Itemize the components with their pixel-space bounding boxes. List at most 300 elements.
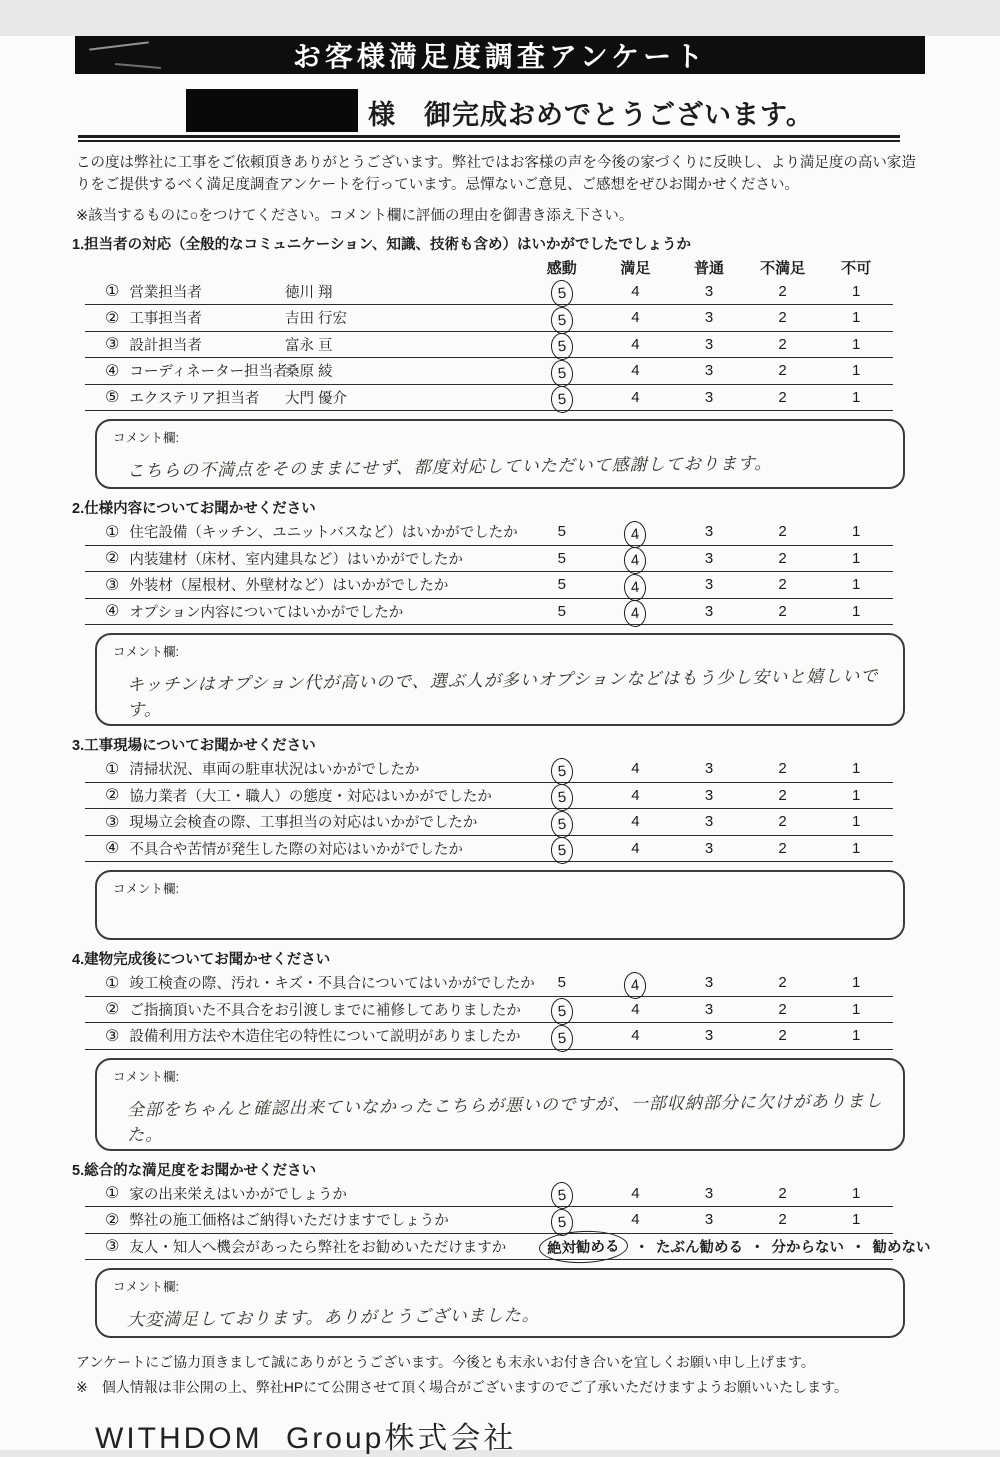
- rating-cell: [672, 1185, 746, 1202]
- question: [85, 838, 525, 859]
- title-bar: [75, 36, 925, 74]
- rating-selected-circle: 5: [550, 836, 574, 865]
- greeting-text: 様 御完成おめでとうございます。: [368, 100, 814, 130]
- question: [85, 360, 525, 381]
- rating-cell: [672, 787, 746, 804]
- rating-cell: [599, 787, 673, 804]
- rating-cell: [599, 972, 673, 994]
- footer-thanks: アンケートにご協力頂きまして誠にありがとうございます。今後とも末永いお付き合いを宜しくお願い申し上げます。: [76, 1354, 815, 1370]
- rating-value: 3: [704, 1184, 714, 1202]
- rating-value: 2: [778, 1027, 787, 1045]
- staff-name: 大門 優介: [285, 390, 348, 407]
- survey-section-5: [0, 1162, 1000, 1339]
- rating-cell: [819, 840, 893, 857]
- rating-value: 3: [704, 362, 714, 380]
- greeting-underline: [78, 135, 900, 142]
- question: [85, 574, 525, 595]
- rating-cell: [746, 760, 820, 777]
- survey-row: [85, 332, 893, 359]
- handwritten-comment: キッチンはオプション代が高いので、選ぶ人が多いオプションなどはもう少し安いと嬉しいです。: [126, 666, 879, 721]
- rating-cell: [672, 603, 746, 620]
- rating-cell: [672, 523, 746, 540]
- staff-name: 吉田 行宏: [285, 311, 348, 328]
- rating-value: 1: [852, 1000, 861, 1018]
- rating-cell: [599, 600, 673, 622]
- question: [85, 548, 525, 569]
- rating-value: 2: [778, 786, 787, 804]
- company-name: WITHDOM Group株式会社: [95, 1422, 517, 1455]
- rating-cell: [599, 336, 673, 353]
- rating-scale-header: [85, 257, 893, 279]
- scale-label: 不可: [841, 260, 872, 277]
- survey-row: [85, 1181, 893, 1208]
- section-heading: 3.工事現場についてお聞かせください: [72, 738, 316, 754]
- rating-value: 5: [557, 523, 566, 541]
- rating-cell: [746, 336, 820, 353]
- question-label: 清掃状況、車両の駐車状況はいかがでしたか: [129, 762, 420, 779]
- rating-cell: [746, 523, 820, 540]
- rating-value: 2: [778, 362, 787, 380]
- rating-selected-circle: 5: [550, 332, 574, 361]
- rating-value: 5: [557, 974, 566, 992]
- question-label: 営業担当者: [129, 284, 202, 301]
- rating-value: 1: [852, 335, 861, 353]
- staff-name: 富永 亘: [285, 337, 333, 354]
- survey-row: [85, 546, 893, 573]
- rating-value: 2: [778, 839, 787, 857]
- rating-cell: [672, 389, 746, 406]
- rating-value: 2: [778, 388, 787, 406]
- rating-value: 2: [778, 974, 787, 992]
- scale-label: 普通: [693, 260, 724, 277]
- rating-value: 3: [704, 602, 714, 620]
- rating-cell: [599, 1185, 673, 1202]
- rating-cell: [599, 1211, 673, 1228]
- survey-row: [85, 519, 893, 546]
- option: たぶん勧める: [656, 1239, 743, 1256]
- rating-cell: [746, 1001, 820, 1018]
- rating-value: 1: [852, 974, 861, 992]
- page-title: お客様満足度調査アンケート: [292, 41, 708, 72]
- rating-cell: [672, 550, 746, 567]
- rating-cell: [746, 1027, 820, 1044]
- scale-label: 感動: [546, 260, 577, 277]
- rating-selected-circle: 5: [550, 359, 574, 388]
- rating-value: 3: [704, 1211, 714, 1229]
- survey-section-4: [0, 951, 1000, 1151]
- rating-value: 1: [852, 549, 861, 567]
- greeting-row: [78, 89, 900, 132]
- rating-value: 1: [852, 1027, 861, 1045]
- survey-row: [85, 970, 893, 997]
- rating-value: 1: [852, 1184, 861, 1202]
- rating-cell: [819, 1027, 893, 1044]
- rating-value: 2: [778, 602, 787, 620]
- question: [85, 758, 525, 779]
- rating-cell: [746, 840, 820, 857]
- rating-cell: [746, 813, 820, 830]
- rating-cell: [819, 550, 893, 567]
- rating-selected-circle: 5: [550, 306, 574, 335]
- rating-value: 2: [778, 335, 787, 353]
- survey-row: [85, 809, 893, 836]
- survey-section-2: [0, 500, 1000, 726]
- question-label: オプション内容についてはいかがでしたか: [129, 604, 404, 621]
- rating-value: 1: [852, 839, 861, 857]
- row-number: ⑤: [105, 389, 120, 407]
- rating-value: 5: [557, 602, 566, 620]
- rating-value: 1: [852, 1211, 861, 1229]
- survey-sections: [0, 236, 1000, 1339]
- scale-label: 満足: [620, 260, 651, 277]
- rating-value: 3: [704, 335, 714, 353]
- rating-cell: [525, 360, 599, 382]
- rating-cell: [819, 787, 893, 804]
- rating-cell: [599, 760, 673, 777]
- row-number: ③: [105, 1238, 120, 1256]
- rating-value: 3: [704, 813, 714, 831]
- rating-cell: [746, 1185, 820, 1202]
- rating-cell: [746, 362, 820, 379]
- rating-cell: [672, 576, 746, 593]
- rating-value: 2: [778, 1000, 787, 1018]
- survey-row: [85, 836, 893, 863]
- rating-value: 4: [631, 1027, 640, 1045]
- question-label: 設計担当者: [129, 337, 202, 354]
- row-number: ①: [105, 1185, 120, 1203]
- rating-selected-circle: 4: [623, 573, 647, 602]
- rating-value: 3: [704, 523, 714, 541]
- question-label: 弊社の施工価格はご納得いただけますでしょうか: [129, 1213, 449, 1230]
- rating-cell: [525, 758, 599, 780]
- question: [85, 972, 535, 993]
- staff-name: 桑原 綾: [285, 364, 333, 381]
- rating-value: 4: [631, 760, 640, 778]
- staff-name: 徳川 翔: [285, 284, 333, 301]
- question-label: 家の出来栄えはいかがでしょうか: [129, 1186, 347, 1203]
- rating-cell: [525, 784, 599, 806]
- rating-cell: [599, 283, 673, 300]
- handwritten-comment: こちらの不満点をそのままにせず、都度対応していただいて感謝しております。: [126, 453, 773, 482]
- rating-value: 2: [778, 282, 787, 300]
- rating-selected-circle: 4: [623, 971, 647, 1000]
- question: [85, 521, 525, 542]
- rating-cell: [746, 974, 820, 991]
- rating-cell: [746, 1211, 820, 1228]
- rating-cell: [525, 523, 599, 540]
- survey-row: [85, 279, 893, 306]
- rating-value: 4: [631, 309, 640, 327]
- rating-value: 2: [778, 760, 787, 778]
- rating-cell: [672, 1001, 746, 1018]
- rating-cell: [525, 603, 599, 620]
- rating-cell: [525, 550, 599, 567]
- rating-value: 1: [852, 813, 861, 831]
- rating-cell: [746, 787, 820, 804]
- rating-value: 2: [778, 309, 787, 327]
- rating-cell: [599, 1001, 673, 1018]
- handwritten-comment: 全部をちゃんと確認出来ていなかったこちらが悪いのですが、一部収納部分に欠けがありました。: [126, 1090, 883, 1146]
- row-number: ②: [105, 1211, 120, 1229]
- rating-cell: [599, 574, 673, 596]
- rating-cell: [672, 840, 746, 857]
- row-number: ③: [105, 813, 120, 831]
- rating-selected-circle: 5: [550, 757, 574, 786]
- comment-box: [95, 1268, 905, 1338]
- comment-box: [95, 1058, 905, 1151]
- rating-cell: [746, 309, 820, 326]
- rating-cell: [819, 523, 893, 540]
- option: 勧めない: [872, 1239, 931, 1256]
- rating-selected-circle: 4: [623, 599, 647, 628]
- rating-selected-circle: 4: [623, 520, 647, 549]
- question-label: 内装建材（床材、室内建具など）はいかがでしたか: [129, 551, 463, 568]
- rating-value: 4: [631, 388, 640, 406]
- rating-value: 1: [852, 523, 861, 541]
- rating-cell: [819, 576, 893, 593]
- rating-cell: [599, 1027, 673, 1044]
- option-separator: ・: [851, 1239, 866, 1256]
- rating-selected-circle: 5: [550, 783, 574, 812]
- survey-section-1: [0, 236, 1000, 490]
- question-label: 竣工検査の際、汚れ・キズ・不具合についてはいかがでしたか: [129, 976, 535, 993]
- row-number: ②: [105, 1001, 120, 1019]
- comment-box: [95, 870, 905, 940]
- rating-cell: [819, 389, 893, 406]
- question: [85, 601, 525, 622]
- comment-label: コメント欄:: [113, 431, 179, 445]
- rating-value: 2: [778, 549, 787, 567]
- rating-cell: [819, 1001, 893, 1018]
- rating-value: 3: [704, 1000, 714, 1018]
- rating-value: 4: [631, 786, 640, 804]
- rating-cell: [525, 837, 599, 859]
- rating-cell: [746, 550, 820, 567]
- rating-selected-circle: 5: [550, 810, 574, 839]
- rating-value: 3: [704, 974, 714, 992]
- rating-cell: [819, 813, 893, 830]
- rating-value: 3: [704, 786, 714, 804]
- scale-label: 不満足: [760, 260, 806, 277]
- survey-row: [85, 1207, 893, 1234]
- row-number: ④: [105, 362, 120, 380]
- rating-cell: [672, 760, 746, 777]
- rating-cell: [525, 333, 599, 355]
- rating-cell: [599, 840, 673, 857]
- rating-value: 4: [631, 813, 640, 831]
- rating-value: 3: [704, 388, 714, 406]
- option-selected: 絶対勧める: [538, 1230, 628, 1265]
- row-number: ①: [105, 974, 120, 992]
- question: [85, 334, 525, 355]
- row-number: ③: [105, 576, 120, 594]
- rating-value: 4: [631, 1184, 640, 1202]
- rating-value: 4: [631, 335, 640, 353]
- rating-cell: [819, 974, 893, 991]
- question-label: ご指摘頂いた不具合をお引渡しまでに補修してありましたか: [129, 1002, 521, 1019]
- rating-value: 5: [557, 549, 566, 567]
- rating-value: 2: [778, 1184, 787, 1202]
- rating-value: 3: [704, 309, 714, 327]
- row-number: ①: [105, 283, 120, 301]
- rating-cell: [672, 336, 746, 353]
- question-label: 協力業者（大工・職人）の態度・対応はいかがでしたか: [129, 788, 492, 805]
- option-separator: ・: [750, 1239, 765, 1256]
- rating-value: 2: [778, 1211, 787, 1229]
- rating-cell: [746, 576, 820, 593]
- rating-selected-circle: 5: [550, 385, 574, 414]
- rating-value: 4: [631, 839, 640, 857]
- rating-cell: [672, 974, 746, 991]
- question-label: コーディネーター担当者: [129, 364, 288, 381]
- rating-cell: [746, 283, 820, 300]
- comment-label: コメント欄:: [113, 1280, 179, 1294]
- rating-value: 1: [852, 282, 861, 300]
- survey-row: [85, 599, 893, 626]
- rating-cell: [525, 974, 599, 991]
- question-label: 外装材（屋根材、外壁材など）はいかがでしたか: [129, 578, 449, 595]
- section-heading: 1.担当者の対応（全般的なコミュニケーション、知識、技術も含め）はいかがでしたでしょうか: [72, 236, 692, 253]
- rating-cell: [599, 309, 673, 326]
- survey-row: [85, 305, 893, 332]
- question: [85, 387, 525, 408]
- row-number: ①: [105, 523, 120, 541]
- intro-text: この度は弊社に工事をご依頼頂きありがとうございます。弊社ではお客様の声を今後の家づくりに反映し、より満足度の高い家造りをご提供するべく満足度調査アンケートを行っています。忌憚ないご意見、ご感想をぜひお聞かせください。: [76, 155, 916, 193]
- rating-cell: [525, 998, 599, 1020]
- rating-value: 3: [704, 839, 714, 857]
- rating-value: 2: [778, 576, 787, 594]
- question: [85, 1236, 525, 1257]
- row-number: ①: [105, 760, 120, 778]
- question: [85, 999, 525, 1020]
- rating-cell: [672, 309, 746, 326]
- survey-section-3: [0, 737, 1000, 940]
- rating-value: 1: [852, 576, 861, 594]
- rating-value: 2: [778, 523, 787, 541]
- option: 分からない: [771, 1239, 844, 1256]
- rating-cell: [525, 1209, 599, 1231]
- rating-cell: [672, 283, 746, 300]
- rating-cell: [525, 280, 599, 302]
- rating-cell: [672, 813, 746, 830]
- rating-cell: [819, 1211, 893, 1228]
- rating-cell: [599, 362, 673, 379]
- rating-value: 1: [852, 362, 861, 380]
- question: [85, 1183, 525, 1204]
- section-heading: 5.総合的な満足度をお聞かせください: [72, 1162, 317, 1179]
- question: [85, 811, 525, 832]
- rating-cell: [819, 760, 893, 777]
- rating-cell: [599, 813, 673, 830]
- row-number: ②: [105, 550, 120, 568]
- rating-value: 3: [704, 576, 714, 594]
- rating-selected-circle: 4: [623, 546, 647, 575]
- rating-value: 1: [852, 760, 861, 778]
- rating-cell: [599, 547, 673, 569]
- rating-cell: [819, 603, 893, 620]
- rating-cell: [746, 389, 820, 406]
- footer-privacy-note: ※ 個人情報は非公開の上、弊社HPにて公開させて頂く場合がございますのでご了承いただけますようお願いいたします。: [76, 1379, 849, 1395]
- section-heading: 2.仕様内容についてお聞かせください: [72, 501, 316, 517]
- question-label: 設備利用方法や木造住宅の特性について説明がありましたか: [129, 1029, 521, 1046]
- rating-cell: [525, 386, 599, 408]
- comment-label: コメント欄:: [113, 1069, 179, 1084]
- question-label: 住宅設備（キッチン、ユニットバスなど）はいかがでしたか: [129, 525, 518, 542]
- rating-selected-circle: 5: [550, 1024, 574, 1053]
- redacted-customer-name: [186, 89, 358, 132]
- survey-row: [85, 756, 893, 783]
- rating-cell: [525, 576, 599, 593]
- rating-cell: [672, 362, 746, 379]
- row-number: ③: [105, 336, 120, 354]
- rating-value: 2: [778, 813, 787, 831]
- option-separator: ・: [634, 1239, 649, 1256]
- survey-page: [0, 36, 1000, 1455]
- rating-value: 1: [852, 388, 861, 406]
- comment-box: [95, 419, 905, 489]
- section-heading: 4.建物完成後についてお聞かせください: [72, 952, 331, 968]
- rating-cell: [525, 1025, 599, 1047]
- rating-value: 3: [704, 760, 714, 778]
- survey-row: [85, 1023, 893, 1050]
- options-cell: [525, 1235, 931, 1257]
- rating-cell: [819, 283, 893, 300]
- handwritten-comment: 大変満足しております。ありがとうございました。: [126, 1305, 540, 1331]
- survey-row: [85, 783, 893, 810]
- question-label: 現場立会検査の際、工事担当の対応はいかがでしたか: [129, 815, 478, 832]
- rating-selected-circle: 5: [550, 997, 574, 1026]
- question-label: エクステリア担当者: [129, 390, 260, 407]
- comment-label: コメント欄:: [113, 882, 179, 896]
- rating-value: 3: [704, 1027, 714, 1045]
- question: [85, 1209, 525, 1230]
- rating-value: 1: [852, 602, 861, 620]
- row-number: ③: [105, 1027, 120, 1045]
- rating-value: 3: [704, 282, 714, 300]
- rating-value: 4: [631, 282, 640, 300]
- question-label: 友人・知人へ機会があったら弊社をお勧めいただけますか: [129, 1239, 507, 1256]
- question-label: 不具合や苦情が発生した際の対応はいかがでしたか: [129, 841, 463, 858]
- rating-cell: [819, 336, 893, 353]
- rating-selected-circle: 5: [550, 279, 574, 308]
- row-number: ④: [105, 840, 120, 858]
- rating-value: 4: [631, 1211, 640, 1229]
- question: [85, 1025, 525, 1046]
- rating-cell: [819, 309, 893, 326]
- survey-row: [85, 358, 893, 385]
- row-number: ②: [105, 309, 120, 327]
- question: [85, 785, 525, 806]
- survey-row: [85, 997, 893, 1024]
- rating-cell: [819, 1185, 893, 1202]
- rating-value: 4: [631, 362, 640, 380]
- question: [85, 281, 525, 302]
- rating-cell: [599, 389, 673, 406]
- row-number: ②: [105, 787, 120, 805]
- rating-cell: [525, 307, 599, 329]
- rating-value: 5: [557, 576, 566, 594]
- survey-row: [85, 1234, 931, 1261]
- rating-cell: [672, 1027, 746, 1044]
- rating-cell: [525, 1182, 599, 1204]
- survey-row: [85, 572, 893, 599]
- survey-row: [85, 385, 893, 412]
- rating-value: 4: [631, 1000, 640, 1018]
- rating-value: 3: [704, 549, 714, 567]
- rating-cell: [746, 603, 820, 620]
- rating-cell: [672, 1211, 746, 1228]
- instruction-note: ※該当するものに○をつけてください。コメント欄に評価の理由を御書き添え下さい。: [76, 207, 634, 224]
